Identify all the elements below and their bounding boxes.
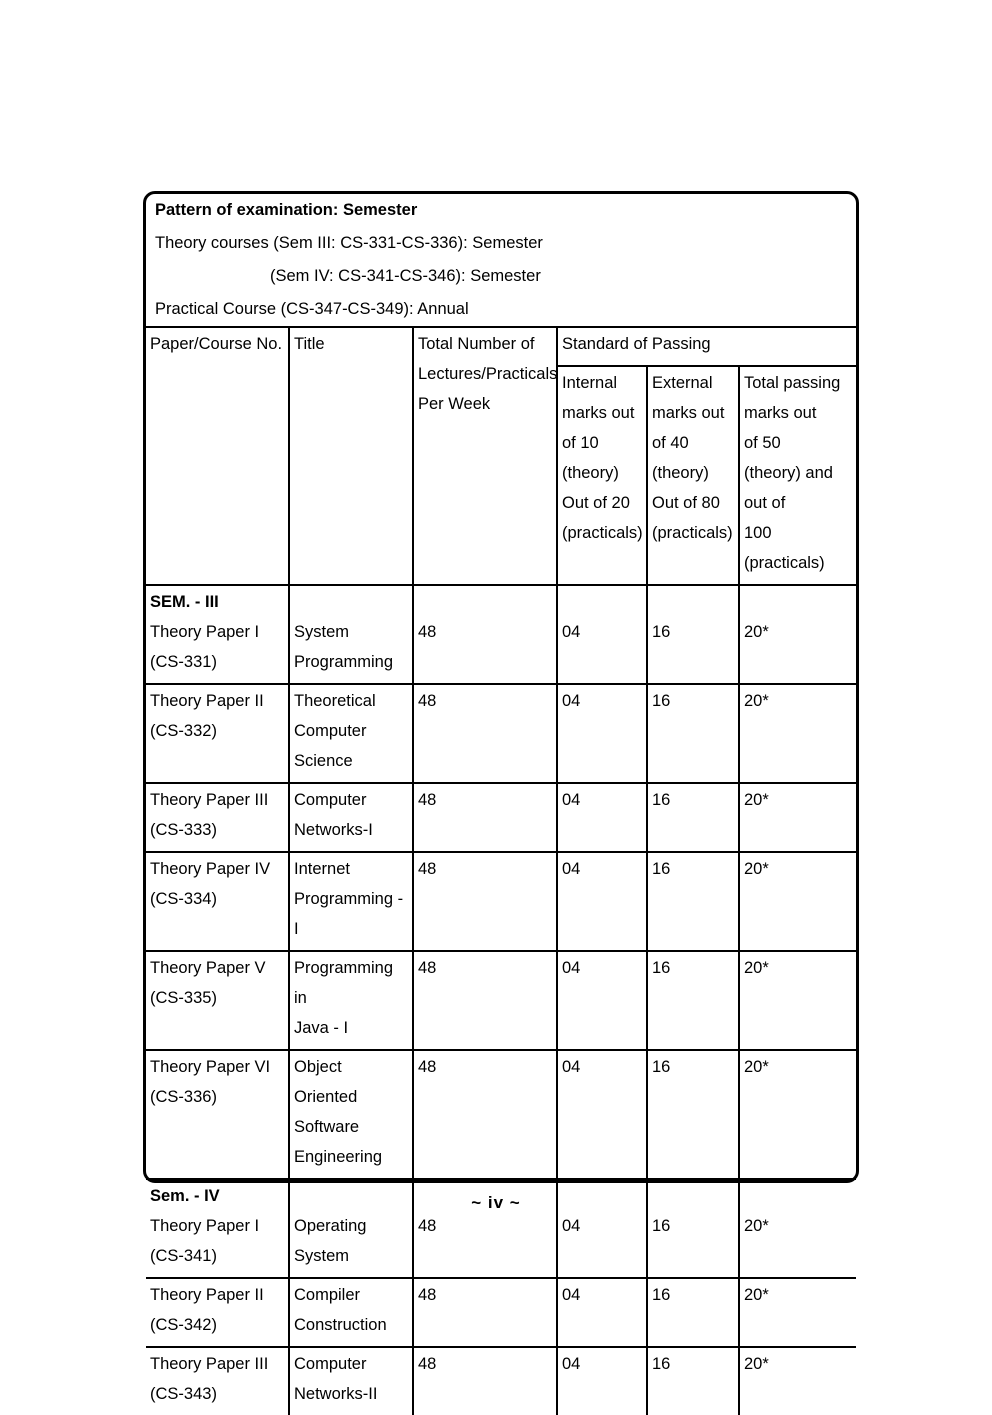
cell-total-passing-marks-value: 20* (744, 1355, 769, 1373)
paper-line: (CS-341) (150, 1247, 217, 1265)
cell-paper-course-no (146, 1347, 289, 1415)
table-row (146, 951, 856, 1050)
cell-paper-course-no (146, 585, 289, 684)
cell-external-marks (647, 1050, 739, 1179)
cell-external-marks (647, 783, 739, 852)
cell-internal-marks-value: 04 (562, 692, 581, 710)
cell-title (289, 951, 413, 1050)
cell-external-marks-value: 16 (652, 1058, 671, 1076)
cell-external-marks-value: 16 (652, 1286, 671, 1304)
cell-total-lectures (413, 783, 557, 852)
cell-external-marks-value: 16 (652, 860, 671, 878)
table-row (146, 1050, 856, 1179)
cell-internal-marks-value: 04 (562, 791, 581, 809)
paper-line: (CS-331) (150, 653, 217, 671)
pattern-heading: Pattern of examination: Semester (155, 201, 418, 219)
cell-total-lectures (413, 852, 557, 951)
cell-total-lectures (413, 1347, 557, 1415)
syllabus-table-frame (143, 191, 859, 1403)
cell-external-marks-value: 16 (652, 791, 671, 809)
value-spacer (418, 587, 553, 617)
cell-internal-marks-value: 04 (562, 1286, 581, 1304)
semester-section-label: SEM. - III (150, 593, 219, 611)
cell-total-lectures (413, 1050, 557, 1179)
cell-total-lectures-value: 48 (418, 623, 437, 641)
column-header-total-lectures: Total Number of Lectures/Practicals Per Week (413, 327, 557, 585)
title-line: Programming - I (294, 890, 404, 938)
title-line: Computer (294, 722, 367, 740)
title-line: Internet (294, 860, 350, 878)
column-header-external-marks: External marks out of 40 (theory) Out of 80 (practicals) (647, 366, 739, 585)
cell-total-passing-marks-value: 20* (744, 959, 769, 977)
cell-internal-marks (557, 951, 647, 1050)
cell-total-lectures-value: 48 (418, 692, 437, 710)
cell-external-marks (647, 951, 739, 1050)
paper-line: Theory Paper I (150, 623, 260, 641)
column-header-paper-course-no: Paper/Course No. (146, 327, 289, 585)
cell-total-lectures (413, 1278, 557, 1347)
cell-total-passing-marks (739, 684, 856, 783)
cell-external-marks-value: 16 (652, 623, 671, 641)
paper-line: (CS-333) (150, 821, 217, 839)
theory-courses-sem4-line: (Sem IV: CS-341-CS-346): Semester (270, 267, 541, 285)
table-row (146, 684, 856, 783)
cell-internal-marks (557, 1347, 647, 1415)
cell-title (289, 852, 413, 951)
cell-title (289, 585, 413, 684)
title-line: Engineering (294, 1148, 383, 1166)
cell-total-passing-marks-value: 20* (744, 692, 769, 710)
cell-total-passing-marks (739, 1278, 856, 1347)
cell-total-passing-marks (739, 1347, 856, 1415)
title-line: Compiler (294, 1286, 361, 1304)
paper-line: (CS-332) (150, 722, 217, 740)
cell-internal-marks-value: 04 (562, 860, 581, 878)
value-spacer (562, 587, 643, 617)
table-header-row-top (146, 327, 856, 366)
value-spacer (744, 587, 853, 617)
cell-external-marks-value: 16 (652, 1217, 671, 1235)
cell-paper-course-no (146, 783, 289, 852)
cell-total-passing-marks (739, 1050, 856, 1179)
cell-external-marks-value: 16 (652, 692, 671, 710)
cell-internal-marks-value: 04 (562, 1355, 581, 1373)
cell-internal-marks (557, 585, 647, 684)
value-spacer (652, 587, 735, 617)
cell-internal-marks-value: 04 (562, 1058, 581, 1076)
cell-external-marks (647, 1278, 739, 1347)
cell-total-passing-marks-value: 20* (744, 791, 769, 809)
cell-internal-marks (557, 684, 647, 783)
cell-total-lectures (413, 951, 557, 1050)
cell-paper-course-no (146, 1278, 289, 1347)
table-row (146, 1347, 856, 1415)
title-line: Programming in (294, 959, 394, 1007)
title-line: Java - I (294, 1019, 349, 1037)
title-line: Networks-I (294, 821, 373, 839)
cell-internal-marks (557, 1278, 647, 1347)
title-line: Programming (294, 653, 394, 671)
title-spacer (294, 587, 409, 617)
paper-line: Theory Paper III (150, 791, 269, 809)
cell-total-lectures-value: 48 (418, 860, 437, 878)
cell-total-passing-marks-value: 20* (744, 1286, 769, 1304)
paper-line: Theory Paper VI (150, 1058, 271, 1076)
column-header-internal-marks: Internal marks out of 10 (theory) Out of 20 (practicals) (557, 366, 647, 585)
title-line: Software (294, 1118, 360, 1136)
semester-section-label: Sem. - IV (150, 1187, 220, 1205)
cell-external-marks (647, 585, 739, 684)
table-row (146, 783, 856, 852)
cell-total-passing-marks (739, 951, 856, 1050)
column-header-total-passing-marks: Total passing marks out of 50 (theory) and out of 100 (practicals) (739, 366, 856, 585)
title-line: Theoretical (294, 692, 376, 710)
paper-line: Theory Paper III (150, 1355, 269, 1373)
paper-line: Theory Paper IV (150, 860, 271, 878)
cell-paper-course-no (146, 951, 289, 1050)
title-line: System (294, 623, 350, 641)
cell-external-marks-value: 16 (652, 959, 671, 977)
table-row (146, 852, 856, 951)
table-row (146, 585, 856, 684)
title-line: Operating (294, 1217, 367, 1235)
cell-internal-marks (557, 1050, 647, 1179)
column-header-standard-of-passing: Standard of Passing (557, 327, 856, 366)
cell-title (289, 783, 413, 852)
cell-paper-course-no (146, 852, 289, 951)
examination-pattern-block (146, 194, 856, 326)
cell-internal-marks (557, 783, 647, 852)
column-header-title: Title (289, 327, 413, 585)
cell-total-passing-marks-value: 20* (744, 860, 769, 878)
title-line: Networks-II (294, 1385, 378, 1403)
cell-title (289, 1347, 413, 1415)
paper-line: (CS-336) (150, 1088, 217, 1106)
title-line: Computer (294, 1355, 367, 1373)
paper-line: (CS-335) (150, 989, 217, 1007)
practical-course-line: Practical Course (CS-347-CS-349): Annual (155, 300, 469, 318)
title-line: Computer (294, 791, 367, 809)
cell-total-lectures-value: 48 (418, 791, 437, 809)
title-line: Object Oriented (294, 1058, 358, 1106)
paper-line: Theory Paper I (150, 1217, 260, 1235)
table-header (146, 327, 856, 585)
paper-line: Theory Paper II (150, 1286, 264, 1304)
cell-total-passing-marks (739, 783, 856, 852)
cell-total-lectures-value: 48 (418, 1058, 437, 1076)
cell-total-lectures-value: 48 (418, 959, 437, 977)
table-row (146, 1278, 856, 1347)
cell-total-passing-marks (739, 852, 856, 951)
cell-external-marks (647, 1347, 739, 1415)
paper-line: Theory Paper V (150, 959, 266, 977)
cell-external-marks-value: 16 (652, 1355, 671, 1373)
cell-total-lectures (413, 684, 557, 783)
theory-courses-sem3-line: Theory courses (Sem III: CS-331-CS-336): Semester (155, 234, 543, 252)
paper-line: Theory Paper II (150, 692, 264, 710)
cell-internal-marks-value: 04 (562, 623, 581, 641)
paper-line: (CS-342) (150, 1316, 217, 1334)
cell-internal-marks-value: 04 (562, 1217, 581, 1235)
page-number-footer: ~ iv ~ (471, 1193, 521, 1212)
cell-total-lectures-value: 48 (418, 1286, 437, 1304)
cell-total-passing-marks-value: 20* (744, 1058, 769, 1076)
cell-paper-course-no (146, 684, 289, 783)
cell-total-passing-marks (739, 585, 856, 684)
title-line: Construction (294, 1316, 387, 1334)
cell-title (289, 1278, 413, 1347)
cell-internal-marks-value: 04 (562, 959, 581, 977)
title-line: System (294, 1247, 350, 1265)
title-line: Science (294, 752, 353, 770)
cell-title (289, 1050, 413, 1179)
cell-title (289, 684, 413, 783)
cell-external-marks (647, 684, 739, 783)
table-body (146, 585, 856, 1415)
paper-line: (CS-343) (150, 1385, 217, 1403)
cell-paper-course-no (146, 1050, 289, 1179)
cell-total-lectures (413, 585, 557, 684)
cell-internal-marks (557, 852, 647, 951)
cell-total-lectures-value: 48 (418, 1355, 437, 1373)
cell-external-marks (647, 852, 739, 951)
cell-total-passing-marks-value: 20* (744, 623, 769, 641)
cell-total-lectures-value: 48 (418, 1217, 437, 1235)
course-structure-table (146, 326, 856, 1415)
cell-total-passing-marks-value: 20* (744, 1217, 769, 1235)
paper-line: (CS-334) (150, 890, 217, 908)
